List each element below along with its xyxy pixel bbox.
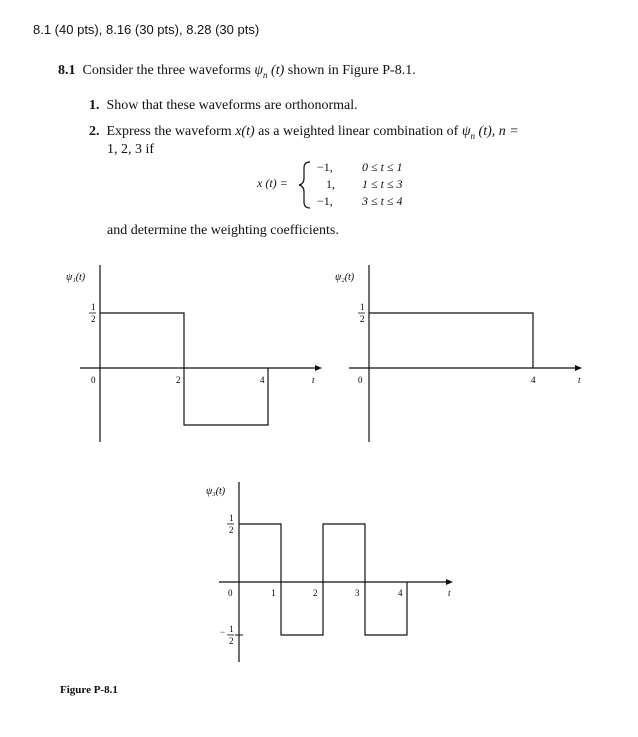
psi3-label: ψ₃(t) (206, 486, 226, 497)
figure-caption: Figure P-8.1 (60, 684, 118, 696)
psi3-half-den: 2 (229, 525, 234, 535)
psi2-plot (335, 265, 582, 442)
psi2-zero: 0 (358, 375, 363, 385)
psi2-x-arrow (575, 365, 582, 371)
psi2-waveform (369, 313, 533, 368)
psi1-tick-2: 2 (176, 375, 181, 385)
case-1-value: −1, (317, 160, 333, 174)
item-2-psi-sub: n (470, 130, 476, 141)
psi2-axis-t: t (578, 375, 581, 385)
psi1-plot (66, 265, 322, 442)
psi1-waveform (100, 313, 268, 425)
assignment-header: 8.1 (40 pts), 8.16 (30 pts), 8.28 (30 pts) (33, 22, 260, 37)
psi3-tick-4: 4 (398, 588, 403, 598)
item-2-psi: ψ (461, 124, 471, 139)
psi-symbol: ψ (254, 63, 264, 78)
item-2-eq: , n = (491, 124, 519, 139)
psi-subscript: n (263, 69, 268, 80)
psi3-zero: 0 (228, 588, 233, 598)
psi3-tick-1: 1 (271, 588, 276, 598)
psi3-half-num: 1 (229, 513, 234, 523)
psi3-waveform (239, 524, 407, 635)
psi-argument: (t) (271, 63, 285, 78)
psi1-half-num: 1 (91, 302, 96, 312)
psi1-label: ψ₁(t) (66, 272, 86, 283)
psi2-tick-4: 4 (531, 375, 536, 385)
psi1-x-arrow (315, 365, 322, 371)
problem-intro: Consider the three waveforms (82, 63, 255, 78)
item-2-number: 2. (89, 124, 100, 139)
psi3-neghalf-num: 1 (229, 624, 234, 634)
psi3-axis-t: t (448, 588, 451, 598)
psi1-axis-t: t (312, 375, 315, 385)
case-3-range: 3 ≤ t ≤ 4 (362, 194, 403, 208)
item-2-continuation: 1, 2, 3 if (107, 142, 155, 157)
definition-lhs: x (t) = (257, 176, 288, 190)
case-2-range: 1 ≤ t ≤ 3 (362, 177, 403, 191)
item-2-text: Express the waveform (106, 124, 236, 139)
item-2-psi-arg: (t) (478, 124, 492, 139)
psi1-zero: 0 (91, 375, 96, 385)
psi1-half-den: 2 (91, 314, 96, 324)
psi2-half-num: 1 (360, 302, 365, 312)
item-1-number: 1. (89, 98, 100, 113)
case-1-range: 0 ≤ t ≤ 1 (362, 160, 403, 174)
case-3-value: −1, (317, 194, 333, 208)
psi2-label: ψ₂(t) (335, 272, 355, 283)
psi3-x-arrow (446, 579, 453, 585)
item-2-xt: x(t) (235, 124, 255, 139)
item-2-mid: as a weighted linear combination of (254, 124, 462, 139)
psi3-neghalf-den: 2 (229, 636, 234, 646)
problem-footer: and determine the weighting coefficients. (107, 223, 339, 238)
item-1-text: Show that these waveforms are orthonormal. (106, 98, 358, 113)
psi3-plot (206, 482, 453, 662)
problem-intro-end: shown in Figure P-8.1. (284, 63, 416, 78)
psi3-neg-sign: − (220, 627, 226, 637)
case-2-value: 1, (326, 177, 335, 191)
psi3-tick-3: 3 (355, 588, 360, 598)
psi1-tick-4: 4 (260, 375, 265, 385)
problem-number: 8.1 (58, 63, 76, 78)
psi2-half-den: 2 (360, 314, 365, 324)
psi3-tick-2: 2 (313, 588, 318, 598)
